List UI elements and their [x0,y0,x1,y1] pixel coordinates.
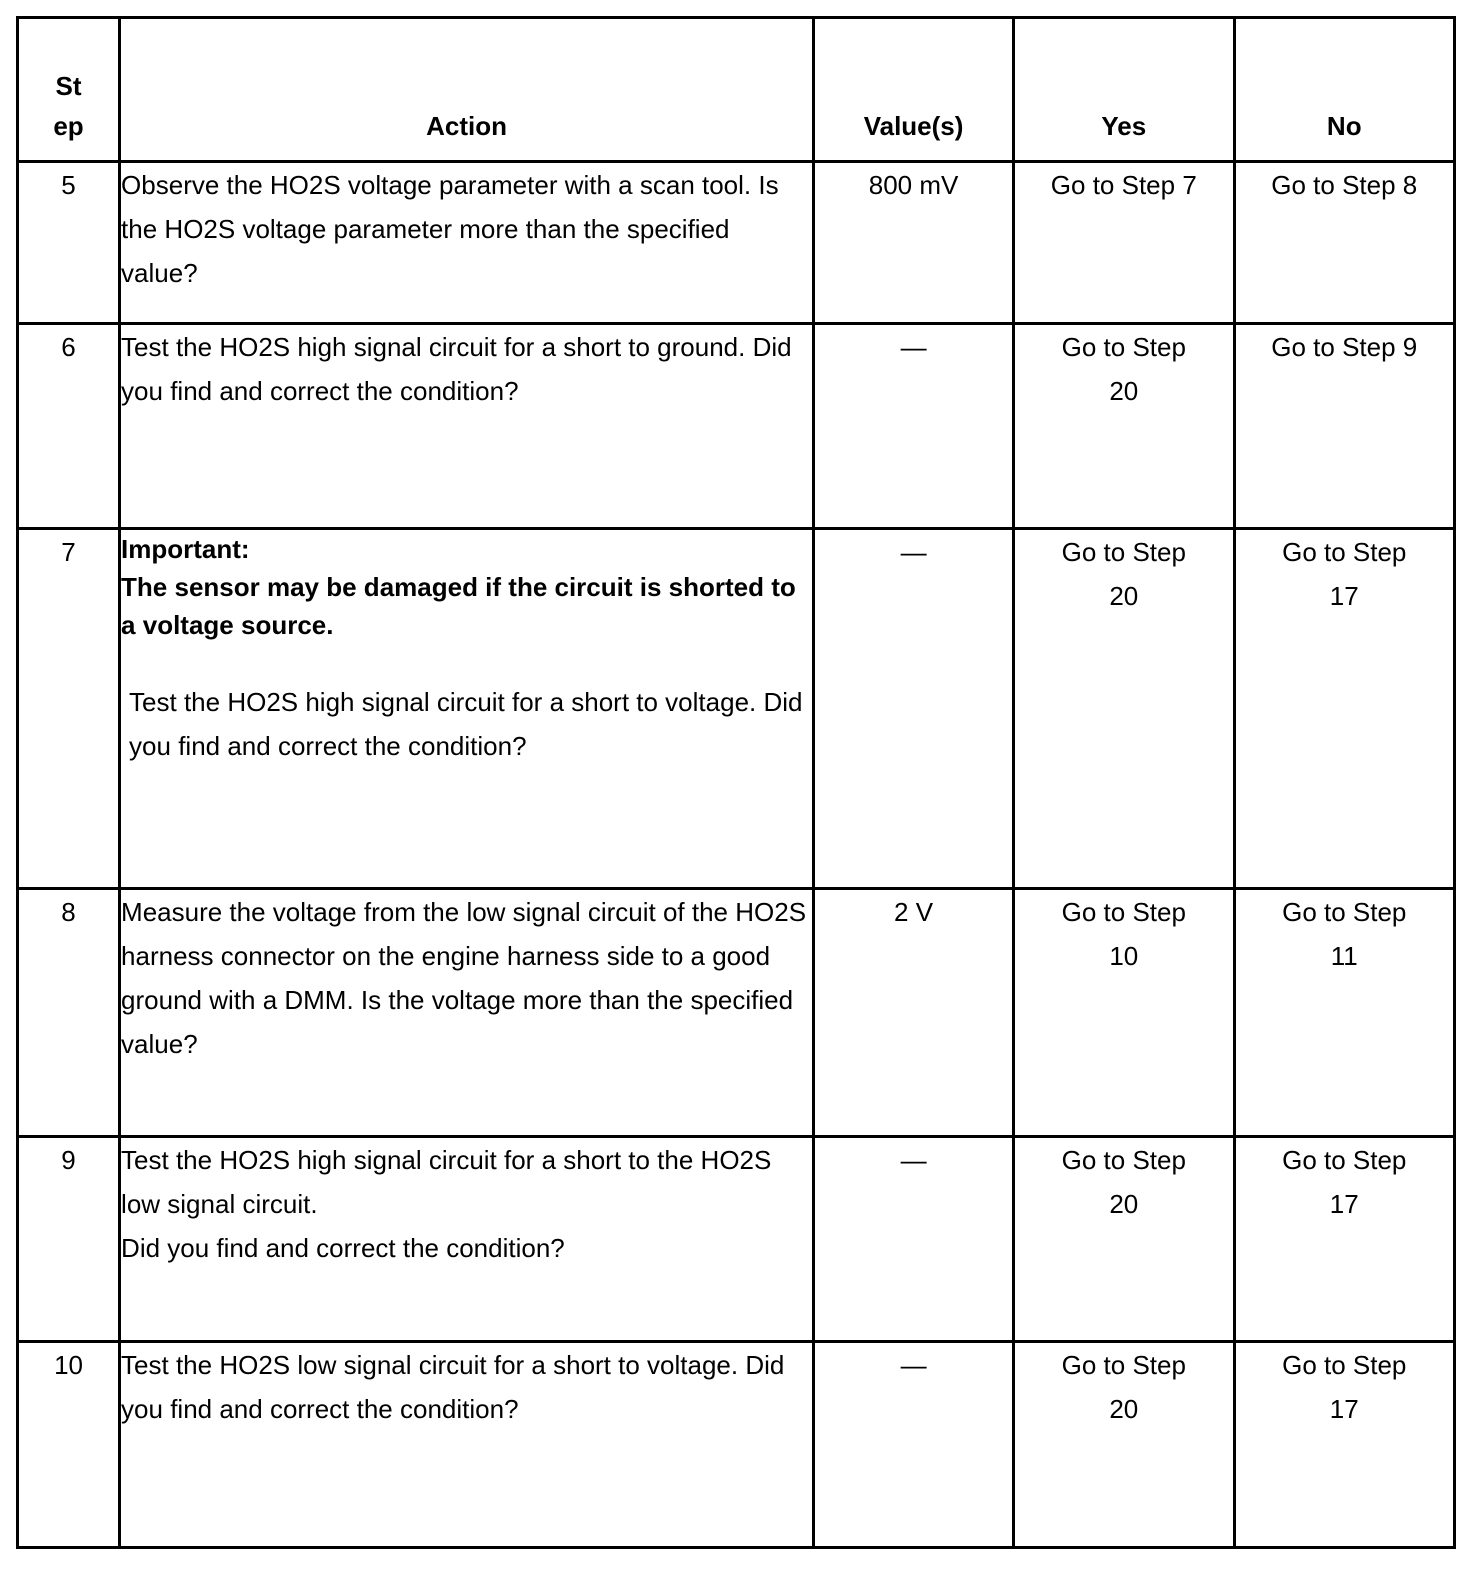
diagnostic-table [16,16,1456,1549]
table-row [18,1137,1455,1342]
yes-cell: Go to Step 20 [1014,1342,1234,1548]
step-number: 8 [18,889,120,1137]
yes-cell: Go to Step 10 [1014,889,1234,1137]
header-row [18,18,1455,162]
value-cell: — [814,529,1014,889]
table-row [18,889,1455,1137]
action-question: Did you find and correct the condition? [121,1233,565,1263]
step-number: 9 [18,1137,120,1342]
action-text-block [120,1137,814,1342]
no-cell: Go to Step 8 [1234,162,1454,324]
action-text: Test the HO2S high signal circuit for a short to ground. Did you find and correct the condition? [120,324,814,529]
spacer [121,644,812,680]
yes-cell: Go to Step 7 [1014,162,1234,324]
important-label: Important: [121,534,250,564]
yes-cell: Go to Step 20 [1014,324,1234,529]
action-text: Measure the voltage from the low signal circuit of the HO2S harness connector on the engine harness side to a good ground with a DMM. Is the voltage more than the specified value? [120,889,814,1137]
header-value: Value(s) [814,18,1014,162]
no-cell: Go to Step 17 [1234,1342,1454,1548]
action-text: Test the HO2S high signal circuit for a short to the HO2S low signal circuit. [121,1145,772,1219]
no-cell: Go to Step 11 [1234,889,1454,1137]
header-action: Action [120,18,814,162]
header-step: St ep [18,18,120,162]
header-yes: Yes [1014,18,1234,162]
value-cell: — [814,324,1014,529]
action-text: Test the HO2S low signal circuit for a short to voltage. Did you find and correct the condition? [120,1342,814,1548]
value-cell: — [814,1342,1014,1548]
no-cell: Go to Step 17 [1234,529,1454,889]
step-number: 6 [18,324,120,529]
action-text: Test the HO2S high signal circuit for a short to voltage. Did you find and correct the condition? [129,687,803,761]
table-row [18,324,1455,529]
action-text-block [120,529,814,889]
yes-cell: Go to Step 20 [1014,1137,1234,1342]
table-row [18,1342,1455,1548]
step-number: 5 [18,162,120,324]
header-no: No [1234,18,1454,162]
step-number: 10 [18,1342,120,1548]
no-cell: Go to Step 9 [1234,324,1454,529]
table-row [18,529,1455,889]
yes-cell: Go to Step 20 [1014,529,1234,889]
value-cell: 800 mV [814,162,1014,324]
important-note: The sensor may be damaged if the circuit is shorted to a voltage source. [121,572,796,640]
no-cell: Go to Step 17 [1234,1137,1454,1342]
table-row [18,162,1455,324]
value-cell: — [814,1137,1014,1342]
value-cell: 2 V [814,889,1014,1137]
action-text: Observe the HO2S voltage parameter with a scan tool. Is the HO2S voltage parameter more than the specified value? [120,162,814,324]
step-number: 7 [18,529,120,889]
